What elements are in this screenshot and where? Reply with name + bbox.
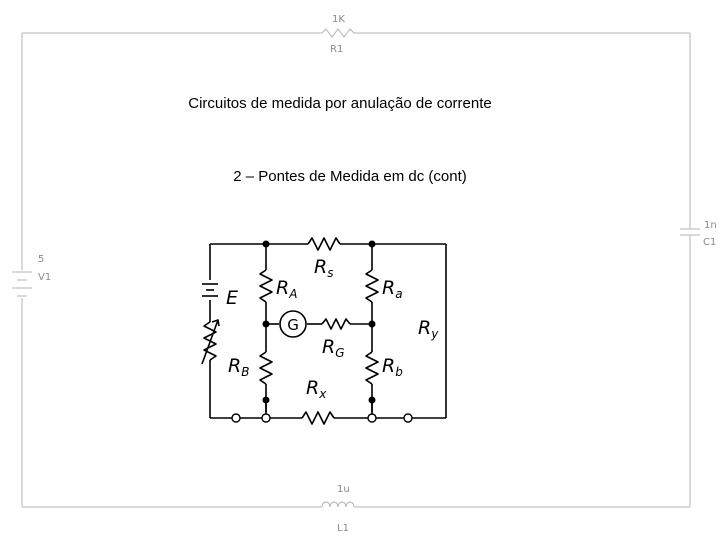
r1-resistor-symbol [322,29,354,37]
label-rs: $R_s$ [314,256,334,280]
terminal-circle [368,414,376,422]
v1-ref: V1 [38,272,52,283]
label-rb-right: $R_b$ [382,355,403,379]
junction-dot [263,397,270,404]
c1-capacitor-symbol [680,229,700,235]
label-ra-right: $R_a$ [382,277,403,301]
junction-dot [369,397,376,404]
label-rg: $R_G$ [322,336,345,360]
junction-dot [263,241,270,248]
terminal-circle [232,414,240,422]
slide-title: Circuitos de medida por anulação de corrente [188,95,492,112]
rs-resistor [308,238,340,250]
bridge-circuit-diagram [196,222,500,434]
r1-value: 1K [332,14,345,25]
label-e: E [226,287,239,309]
rb-resistor [260,352,272,384]
ra-resistor [260,270,272,302]
junction-dot [369,241,376,248]
l1-ref: L1 [337,523,349,534]
c1-value: 1n [704,220,717,231]
terminal-circle [262,414,270,422]
junction-dot [369,321,376,328]
label-rx: $R_x$ [306,377,327,401]
l1-inductor-symbol [322,502,354,507]
rx-resistor [302,412,334,424]
l1-value: 1u [337,484,350,495]
label-rb-left: $R_B$ [228,355,250,379]
junction-dot [263,321,270,328]
terminal-circle [404,414,412,422]
rb-lower-resistor [366,352,378,384]
r1-ref: R1 [330,44,344,55]
ra-lower-resistor [366,270,378,302]
label-ry: $R_y$ [418,317,439,341]
v1-value: 5 [38,254,45,265]
battery-e-symbol [202,284,218,296]
rg-resistor [322,319,350,329]
galvanometer-label: G [287,316,299,334]
label-ra-left: $R_A$ [276,277,298,301]
slide-subtitle: 2 – Pontes de Medida em dc (cont) [233,168,467,185]
c1-ref: C1 [703,237,717,248]
v1-battery-symbol [12,272,32,296]
